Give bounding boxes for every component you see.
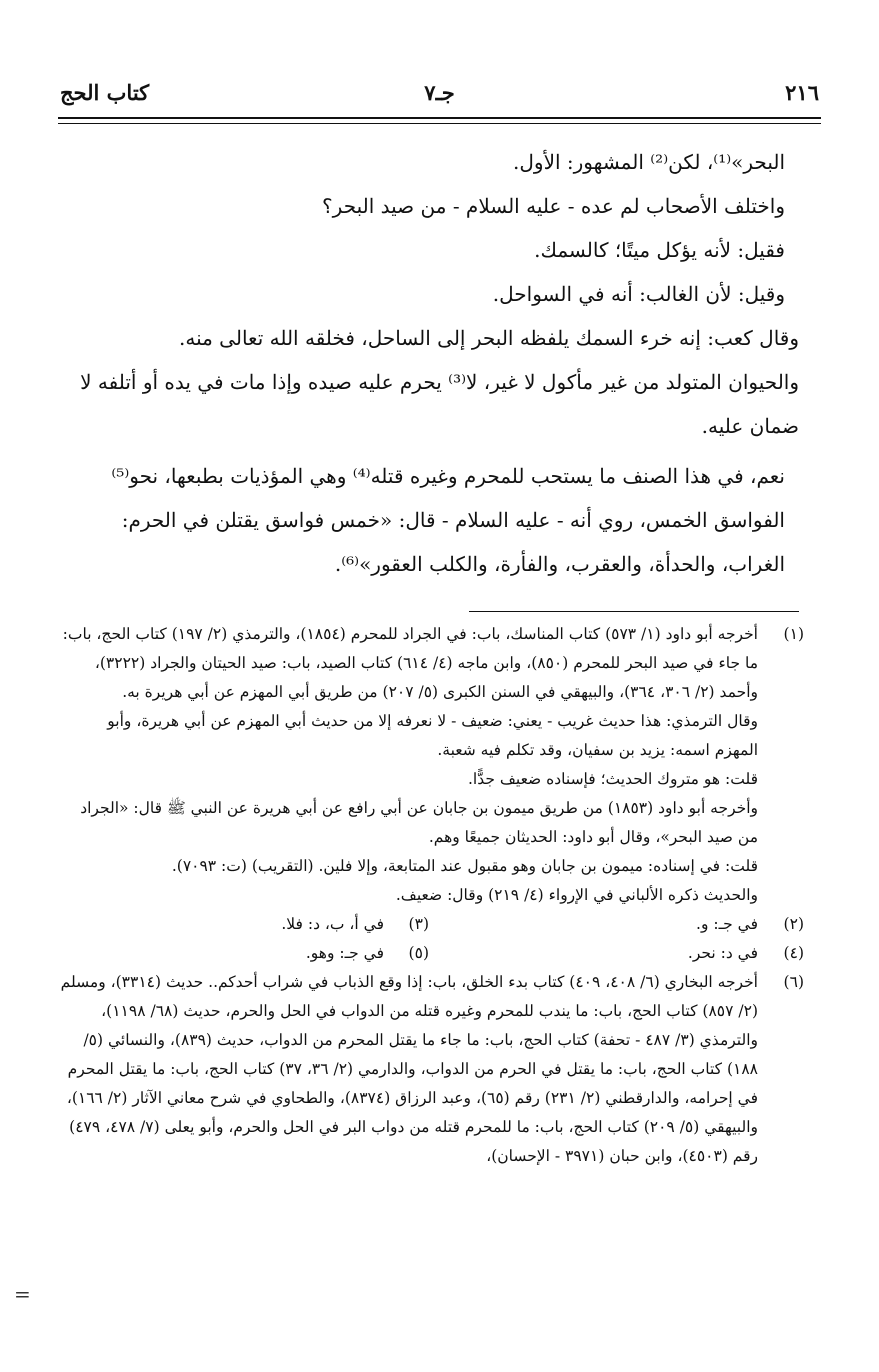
footnote-row-2-3 — [60, 910, 804, 939]
main-line: وقال كعب: إنه خرء السمك يلفظه البحر إلى الساحل، فخلقه الله تعالى منه. — [179, 326, 799, 350]
main-line: فقيل: لأنه يؤكل ميتًا؛ كالسمك. — [534, 238, 785, 262]
page-number: ٢١٦ — [785, 80, 819, 105]
main-line: واختلف الأصحاب لم عده - عليه السلام - من صيد البحر؟ — [322, 194, 785, 218]
footnote-5-text: في جـ: وهو. — [305, 944, 384, 962]
book-title: كتاب الحج — [60, 80, 150, 105]
header-rule-thick — [58, 117, 821, 119]
main-line: وقيل: لأن الغالب: أنه في السواحل. — [492, 282, 785, 306]
header-rule-thin — [58, 123, 821, 124]
footnote-number: (١) — [783, 625, 804, 643]
footnote-1 — [60, 620, 804, 910]
footnote-number: (٥) — [408, 944, 429, 962]
margin-mark: = — [14, 1282, 31, 1306]
running-header — [60, 80, 819, 108]
footnote-paragraph: قلت: هو متروك الحديث؛ فإسناده ضعيف جدًّا. — [467, 770, 758, 788]
footnote-paragraph: وقال الترمذي: هذا حديث غريب - يعني: ضعيف - لا نعرفه إلا من حديث أبي المهزم عن أبي هريرة، وأبو المهزم اسمه: يزيد بن سفيان، وقد تكلم فيه شعبة. — [107, 712, 758, 759]
footnote-6 — [60, 968, 804, 1171]
main-line: البحر»⁽¹⁾، لكن⁽²⁾ المشهور: الأول. — [513, 150, 785, 174]
footnote-paragraph: والحديث ذكره الألباني في الإرواء (٤/ ٢١٩) وقال: ضعيف. — [395, 886, 758, 904]
footnote-4-text: في د: نحر. — [687, 944, 758, 962]
footnote-2-text: في جـ: و. — [696, 915, 758, 933]
footnote-row-4-5 — [60, 939, 804, 968]
footnote-3-text: في أ، ب، د: فلا. — [281, 915, 384, 933]
volume-label: جـ٧ — [424, 80, 455, 105]
footnotes — [60, 620, 804, 1171]
main-line: نعم، في هذا الصنف ما يستحب للمحرم وغيره قتله⁽⁴⁾ وهي المؤذيات بطبعها، نحو⁽⁵⁾ الفواسق الخمس، روي أنه - عليه السلام - قال: «خمس فواسق يقتلن في الحرم: الغراب، والحدأة، والعقرب، والفأرة، والكلب العقور»⁽⁶⁾. — [111, 464, 785, 576]
footnote-paragraph: أخرجه البخاري (٦/ ٤٠٨، ٤٠٩) كتاب بدء الخلق، باب: إذا وقع الذباب في شراب أحدكم.. حديث (٣٣١٤)، ومسلم (٢/ ٨٥٧) كتاب الحج، باب: ما يندب للمحرم وغيره قتله من الدواب في الحل والحرم، حديث (٦٨/ ١١٩٨)، والترمذي (٣/ ٤٨٧ - تحفة) كتاب الحج، باب: ما جاء ما يقتل المحرم من الدواب، حديث (٨٣٩)، والنسائي (٥/ ١٨٨) كتاب الحج، باب: ما يقتل في الحرم من الدواب، والدارمي (٢/ ٣٦، ٣٧) كتاب الحج، باب: ما يقتل المحرم في إحرامه، والدارقطني (٢/ ٢٣١) رقم (٦٥)، وعبد الرزاق (٨٣٧٤)، والطحاوي في شرح معاني الآثار (٢/ ١٦٦)، والبيهقي (٥/ ٢٠٩) كتاب الحج، باب: ما للمحرم قتله من دواب البر في الحل والحرم، وأبو يعلى (٧/ ٤٧٨، ٤٧٩) رقم (٤٥٠٣)، وابن حبان (٣٩٧١ - الإحسان)، — [60, 973, 758, 1165]
footnote-number: (٣) — [408, 915, 429, 933]
footnote-paragraph: وأخرجه أبو داود (١٨٥٣) من طريق ميمون بن جابان عن أبي رافع عن أبي هريرة عن النبي ﷺ قال: «الجراد من صيد البحر»، وقال أبو داود: الحديثان جميعًا وهم. — [80, 799, 758, 846]
main-text — [60, 140, 799, 586]
footnote-number: (٦) — [783, 973, 804, 991]
footnote-paragraph: أخرجه أبو داود (١/ ٥٧٣) كتاب المناسك، باب: في الجراد للمحرم (١٨٥٤)، والترمذي (٢/ ١٩٧) كتاب الحج، باب: ما جاء في صيد البحر للمحرم (٨٥٠)، وابن ماجه (٤/ ٦١٤) كتاب الصيد، باب: صيد الحيتان والجراد (٣٢٢٢)، وأحمد (٢/ ٣٠٦، ٣٦٤)، والبيهقي في السنن الكبرى (٥/ ٢٠٧) من طريق أبي المهزم عن أبي هريرة به. — [62, 625, 758, 701]
footnote-number: (٢) — [783, 915, 804, 933]
main-line: والحيوان المتولد من غير مأكول لا غير، لا⁽³⁾ يحرم عليه صيده وإذا مات في يده أو أتلفه لا ضمان عليه. — [80, 370, 799, 438]
footnote-number: (٤) — [783, 944, 804, 962]
footnote-paragraph: قلت: في إسناده: ميمون بن جابان وهو مقبول عند المتابعة، وإلا فلين. (التقريب) (ت: ٧٠٩٣). — [171, 857, 758, 875]
footnote-separator — [469, 611, 799, 612]
